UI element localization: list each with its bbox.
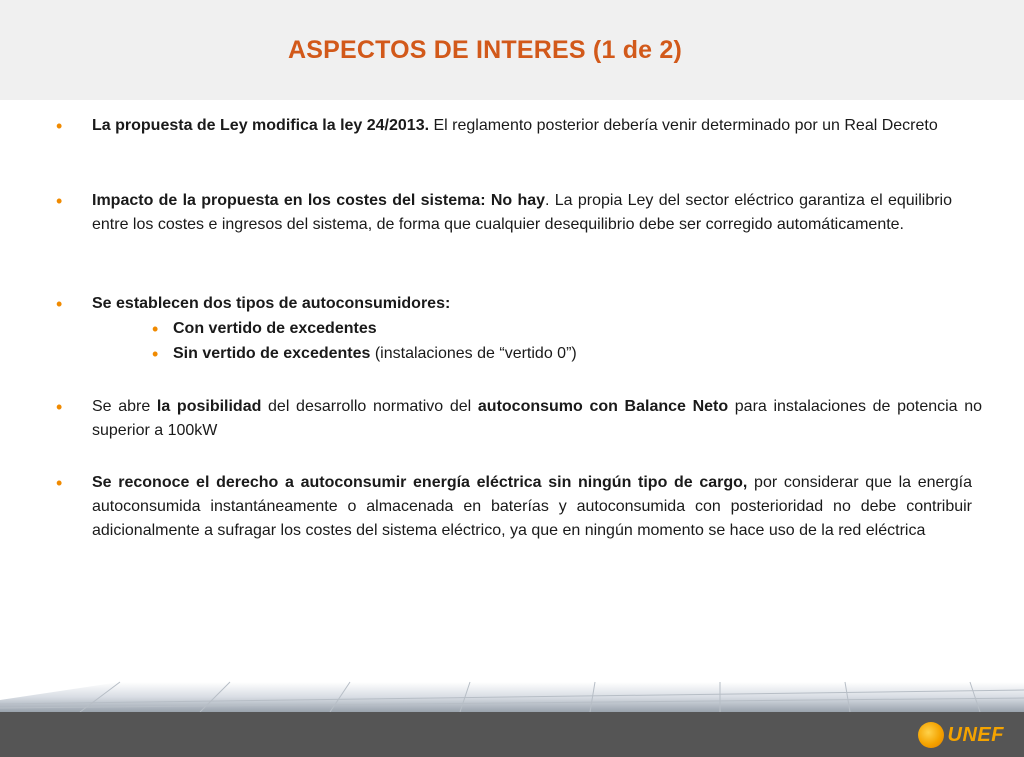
- bullet-dot-icon: •: [56, 116, 63, 136]
- footer-band: [0, 712, 1024, 757]
- bullet-bold-text: Impacto de la propuesta en los costes del sistema: No hay: [92, 192, 546, 209]
- bullet-dot-icon: •: [56, 191, 63, 211]
- bullet-bold-text: Se establecen dos tipos de autoconsumidores:: [92, 295, 451, 312]
- unef-logo: [918, 720, 1004, 750]
- bullet-bold-text: Se reconoce el derecho a autoconsumir energía eléctrica sin ningún tipo de cargo,: [92, 474, 748, 491]
- bullet-text: por considerar que la energía autoconsumida instantáneamente o almacenada en baterías y autoconsumida con posterioridad no debe contribuir adicionalmente a sufragar los costes del sistema eléctrico, ya que en ningún momento se hace uso de la red eléctrica: [92, 474, 972, 539]
- sub-bullet-bold-text: Sin vertido de excedentes: [173, 345, 371, 362]
- bullet-text: . La propia Ley del sector eléctrico garantiza el equilibrio entre los costes e ingresos del sistema, de forma que cualquier desequilibrio debe ser corregido automáticamente.: [92, 192, 952, 233]
- bullet-item-2: [56, 189, 952, 237]
- sub-bullet-dot-icon: •: [152, 344, 159, 364]
- bullet-bold-text: la posibilidad: [156, 398, 262, 415]
- bullet-bold-text: La propuesta de Ley modifica la ley 24/2013.: [92, 117, 430, 134]
- bullet-item-4: [56, 395, 983, 443]
- sun-logo-icon: [918, 722, 944, 748]
- bullet-text: para instalaciones de potencia no superior a 100kW: [92, 398, 983, 439]
- bullet-text: El reglamento posterior debería venir determinado por un Real Decreto: [429, 117, 938, 134]
- slide-title: ASPECTOS DE INTERES (1 de 2): [287, 36, 683, 64]
- bullet-dot-icon: •: [56, 473, 63, 493]
- bullet-text: del desarrollo normativo del: [261, 398, 478, 415]
- logo-text: UNEF: [947, 723, 1004, 746]
- bullet-dot-icon: •: [56, 397, 63, 417]
- bullet-item-1: [56, 114, 982, 138]
- sub-bullet-text: (instalaciones de “vertido 0”): [370, 345, 577, 362]
- slide-footer: [0, 660, 1024, 757]
- sub-bullet-item-2: [152, 342, 973, 366]
- sub-bullet-item-1: [152, 317, 973, 341]
- bullet-text: Se abre: [92, 398, 157, 415]
- sub-bullet-bold-text: Con vertido de excedentes: [173, 320, 377, 337]
- bullet-item-5: [56, 471, 972, 543]
- bullet-dot-icon: •: [56, 294, 63, 314]
- bullet-item-3: [56, 292, 982, 316]
- slide-header: [0, 0, 1024, 100]
- sub-bullet-dot-icon: •: [152, 319, 159, 339]
- bullet-bold-text: autoconsumo con Balance Neto: [477, 398, 729, 415]
